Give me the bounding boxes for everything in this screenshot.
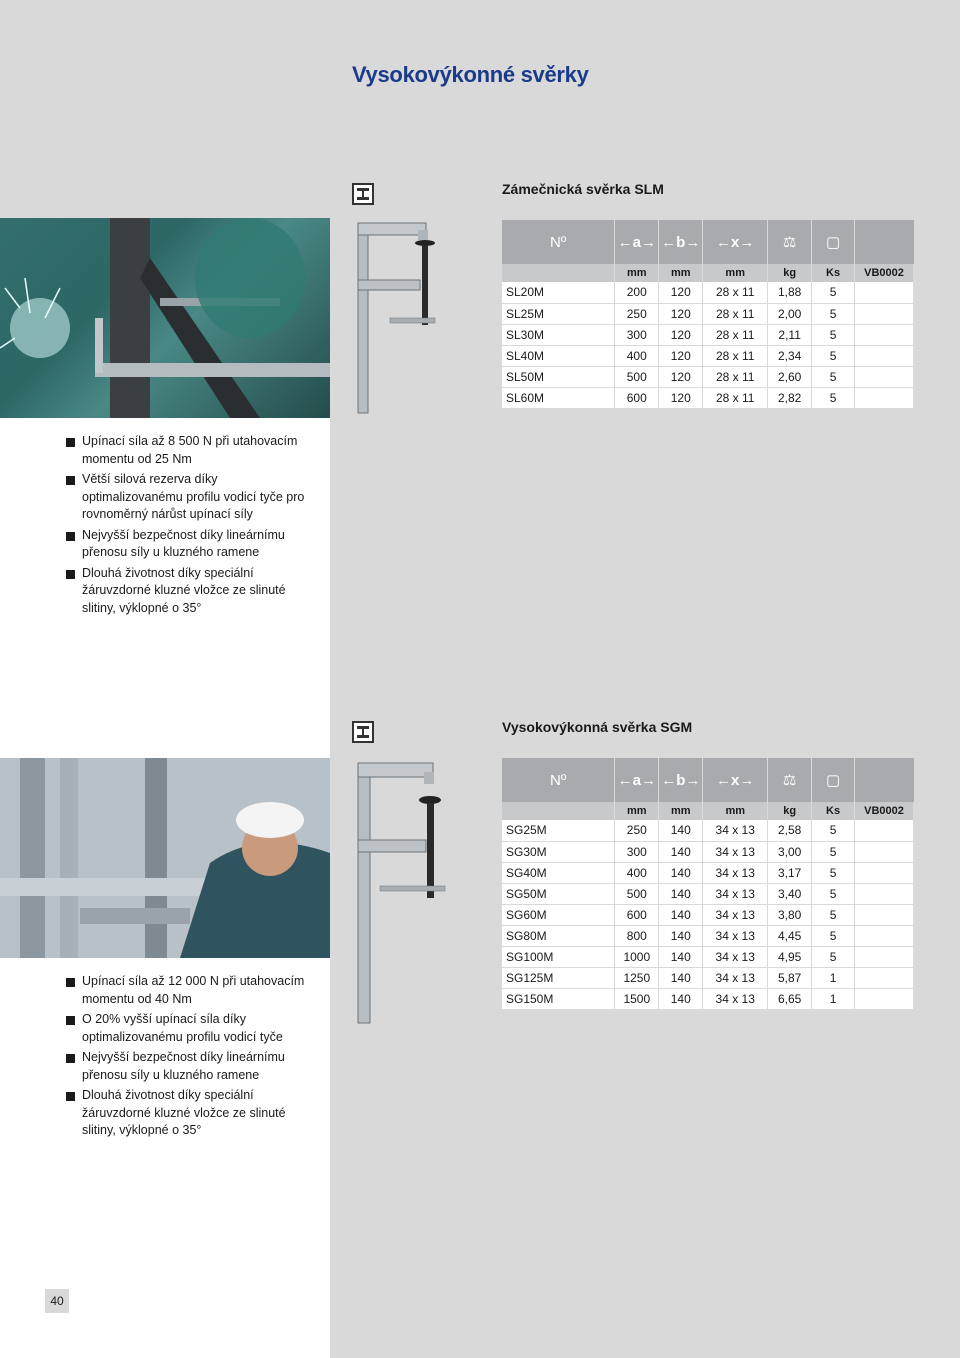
header-b: ←b→: [659, 758, 703, 802]
header-a: ←a→: [615, 758, 659, 802]
table-cell: 34 x 13: [703, 841, 768, 862]
table-cell: 5: [812, 904, 855, 925]
header-number: Nº: [502, 758, 615, 802]
feature-item: Upínací síla až 12 000 N při utahovacím momentu od 40 Nm: [66, 973, 321, 1008]
product-code-cell: SG40M: [502, 862, 615, 883]
unit-cell: mm: [615, 264, 659, 282]
table-cell: 5: [812, 324, 855, 345]
feature-item: Dlouhá životnost díky speciální žáruvzdorné kluzné vložce ze slinuté slitiny, výklopné o 35°: [66, 1087, 321, 1140]
table-cell: 1000: [615, 946, 659, 967]
table-cell: 140: [659, 946, 703, 967]
units-row: [502, 264, 914, 282]
table-cell: 140: [659, 967, 703, 988]
table-cell: 250: [615, 303, 659, 324]
table-cell: [855, 925, 914, 946]
product-code-cell: SL30M: [502, 324, 615, 345]
arrow-left-icon: ←: [716, 771, 732, 789]
product-code-cell: SG30M: [502, 841, 615, 862]
table-cell: 34 x 13: [703, 862, 768, 883]
table-cell: 28 x 11: [703, 324, 768, 345]
product-code-cell: SL60M: [502, 387, 615, 408]
table-cell: 4,95: [768, 946, 812, 967]
table-cell: 600: [615, 904, 659, 925]
section-title-sgm: Vysokovýkonná svěrka SGM: [502, 719, 693, 735]
page-number: 40: [45, 1289, 69, 1313]
table-cell: 5: [812, 862, 855, 883]
header-blank: [855, 220, 914, 264]
feature-item: Upínací síla až 8 500 N při utahovacím momentu od 25 Nm: [66, 433, 321, 468]
left-top-band: [0, 0, 330, 218]
table-cell: 34 x 13: [703, 904, 768, 925]
table-cell: 5: [812, 282, 855, 303]
table-row: [502, 324, 914, 345]
table-cell: 140: [659, 841, 703, 862]
unit-cell: mm: [703, 802, 768, 820]
table-row: [502, 820, 914, 841]
table-row: [502, 946, 914, 967]
header-a: ←a→: [615, 220, 659, 264]
product-code-cell: SL50M: [502, 366, 615, 387]
table-cell: 28 x 11: [703, 303, 768, 324]
table-cell: 28 x 11: [703, 345, 768, 366]
table-cell: 5: [812, 820, 855, 841]
table-cell: 6,65: [768, 988, 812, 1009]
table-row: [502, 303, 914, 324]
table-cell: 34 x 13: [703, 988, 768, 1009]
steel-beam-icon: [352, 721, 374, 743]
table-cell: 140: [659, 883, 703, 904]
table-cell: 5: [812, 345, 855, 366]
table-cell: 34 x 13: [703, 946, 768, 967]
table-cell: 2,82: [768, 387, 812, 408]
table-cell: [855, 883, 914, 904]
steel-beam-icon: [352, 183, 374, 205]
table-cell: 5: [812, 303, 855, 324]
table-row: [502, 883, 914, 904]
table-cell: 500: [615, 883, 659, 904]
table-cell: [855, 324, 914, 345]
table-cell: 34 x 13: [703, 925, 768, 946]
table-cell: 4,45: [768, 925, 812, 946]
table-row: [502, 988, 914, 1009]
sgm-spec-table: [502, 758, 914, 1010]
table-cell: 120: [659, 324, 703, 345]
unit-cell: VB0002: [855, 264, 914, 282]
unit-cell: kg: [768, 802, 812, 820]
table-cell: 2,00: [768, 303, 812, 324]
table-cell: [855, 862, 914, 883]
table-cell: 28 x 11: [703, 282, 768, 303]
right-column: [330, 0, 960, 1358]
table-cell: 34 x 13: [703, 820, 768, 841]
table-cell: 300: [615, 324, 659, 345]
table-row: [502, 387, 914, 408]
table-cell: [855, 946, 914, 967]
table-cell: 5: [812, 366, 855, 387]
unit-cell: Ks: [812, 264, 855, 282]
table-cell: [855, 366, 914, 387]
table-cell: 120: [659, 282, 703, 303]
unit-cell: Ks: [812, 802, 855, 820]
product-code-cell: SG25M: [502, 820, 615, 841]
slm-clamp-image: [350, 218, 450, 418]
table-row: [502, 345, 914, 366]
table-cell: [855, 820, 914, 841]
table-cell: 120: [659, 303, 703, 324]
slm-feature-list: [66, 433, 321, 620]
table-cell: 120: [659, 387, 703, 408]
table-cell: 200: [615, 282, 659, 303]
product-code-cell: SG100M: [502, 946, 615, 967]
unit-cell: mm: [703, 264, 768, 282]
table-cell: 140: [659, 988, 703, 1009]
table-cell: 400: [615, 862, 659, 883]
table-cell: [855, 303, 914, 324]
scale-icon: ⚖: [768, 220, 812, 264]
table-cell: 2,34: [768, 345, 812, 366]
table-cell: 34 x 13: [703, 883, 768, 904]
header-blank: [855, 758, 914, 802]
table-cell: 3,80: [768, 904, 812, 925]
table-row: [502, 967, 914, 988]
table-cell: 5: [812, 883, 855, 904]
arrow-right-icon: →: [685, 233, 701, 251]
table-cell: 3,00: [768, 841, 812, 862]
header-x: ←x→: [703, 758, 768, 802]
header-x: ←x→: [703, 220, 768, 264]
table-cell: 1: [812, 988, 855, 1009]
table-cell: 2,58: [768, 820, 812, 841]
table-cell: [855, 841, 914, 862]
arrow-left-icon: ←: [617, 233, 633, 251]
table-cell: 600: [615, 387, 659, 408]
arrow-left-icon: ←: [661, 233, 677, 251]
units-row: [502, 802, 914, 820]
unit-cell: mm: [659, 264, 703, 282]
table-cell: 5,87: [768, 967, 812, 988]
feature-item: Nejvyšší bezpečnost díky lineárnímu přenosu síly u kluzného ramene: [66, 1049, 321, 1084]
table-cell: 1250: [615, 967, 659, 988]
table-cell: 5: [812, 925, 855, 946]
table-cell: 28 x 11: [703, 387, 768, 408]
table-cell: 3,17: [768, 862, 812, 883]
arrow-right-icon: →: [739, 771, 755, 789]
arrow-right-icon: →: [640, 233, 656, 251]
table-cell: 5: [812, 946, 855, 967]
table-row: [502, 841, 914, 862]
arrow-left-icon: ←: [661, 771, 677, 789]
table-cell: 500: [615, 366, 659, 387]
arrow-right-icon: →: [739, 233, 755, 251]
unit-cell: mm: [615, 802, 659, 820]
table-cell: [855, 282, 914, 303]
table-cell: [855, 904, 914, 925]
table-cell: 140: [659, 820, 703, 841]
table-cell: 34 x 13: [703, 967, 768, 988]
scale-icon: ⚖: [768, 758, 812, 802]
table-cell: 400: [615, 345, 659, 366]
table-cell: 120: [659, 345, 703, 366]
table-row: [502, 925, 914, 946]
table-cell: 1: [812, 967, 855, 988]
unit-cell: VB0002: [855, 802, 914, 820]
table-cell: 800: [615, 925, 659, 946]
feature-item: Větší silová rezerva díky optimalizovanému profilu vodicí tyče pro rovnoměrný nárůst upínací síly: [66, 471, 321, 524]
table-row: [502, 366, 914, 387]
unit-cell: kg: [768, 264, 812, 282]
table-cell: [855, 387, 914, 408]
product-code-cell: SG150M: [502, 988, 615, 1009]
table-cell: 140: [659, 904, 703, 925]
welding-photo: [0, 218, 330, 418]
table-cell: 28 x 11: [703, 366, 768, 387]
table-row: [502, 282, 914, 303]
feature-item: O 20% vyšší upínací síla díky optimalizovanému profilu vodicí tyče: [66, 1011, 321, 1046]
section-title-slm: Zámečnická svěrka SLM: [502, 181, 664, 197]
feature-item: Nejvyšší bezpečnost díky lineárnímu přenosu síly u kluzného ramene: [66, 527, 321, 562]
slm-spec-table: [502, 220, 914, 409]
product-code-cell: SG125M: [502, 967, 615, 988]
table-cell: 1500: [615, 988, 659, 1009]
table-row: [502, 904, 914, 925]
table-cell: 120: [659, 366, 703, 387]
sgm-feature-list: [66, 973, 321, 1143]
box-icon: ▢: [812, 220, 855, 264]
header-b: ←b→: [659, 220, 703, 264]
product-code-cell: SL40M: [502, 345, 615, 366]
arrow-left-icon: ←: [617, 771, 633, 789]
table-row: [502, 862, 914, 883]
product-code-cell: SG80M: [502, 925, 615, 946]
product-code-cell: SL20M: [502, 282, 615, 303]
worker-photo: [0, 758, 330, 958]
table-cell: 3,40: [768, 883, 812, 904]
table-cell: 2,11: [768, 324, 812, 345]
arrow-right-icon: →: [640, 771, 656, 789]
product-code-cell: SG60M: [502, 904, 615, 925]
table-cell: 1,88: [768, 282, 812, 303]
table-cell: [855, 967, 914, 988]
product-code-cell: SG50M: [502, 883, 615, 904]
sgm-clamp-image: [350, 758, 450, 1028]
box-icon: ▢: [812, 758, 855, 802]
table-cell: [855, 345, 914, 366]
table-cell: 250: [615, 820, 659, 841]
header-number: Nº: [502, 220, 615, 264]
arrow-left-icon: ←: [716, 233, 732, 251]
feature-item: Dlouhá životnost díky speciální žáruvzdorné kluzné vložce ze slinuté slitiny, výklopné o 35°: [66, 565, 321, 618]
table-cell: 140: [659, 925, 703, 946]
table-cell: 5: [812, 387, 855, 408]
table-cell: 300: [615, 841, 659, 862]
table-cell: 140: [659, 862, 703, 883]
table-cell: [855, 988, 914, 1009]
product-code-cell: SL25M: [502, 303, 615, 324]
table-cell: 5: [812, 841, 855, 862]
page-title: Vysokovýkonné svěrky: [352, 62, 589, 87]
unit-cell: mm: [659, 802, 703, 820]
table-cell: 2,60: [768, 366, 812, 387]
arrow-right-icon: →: [685, 771, 701, 789]
